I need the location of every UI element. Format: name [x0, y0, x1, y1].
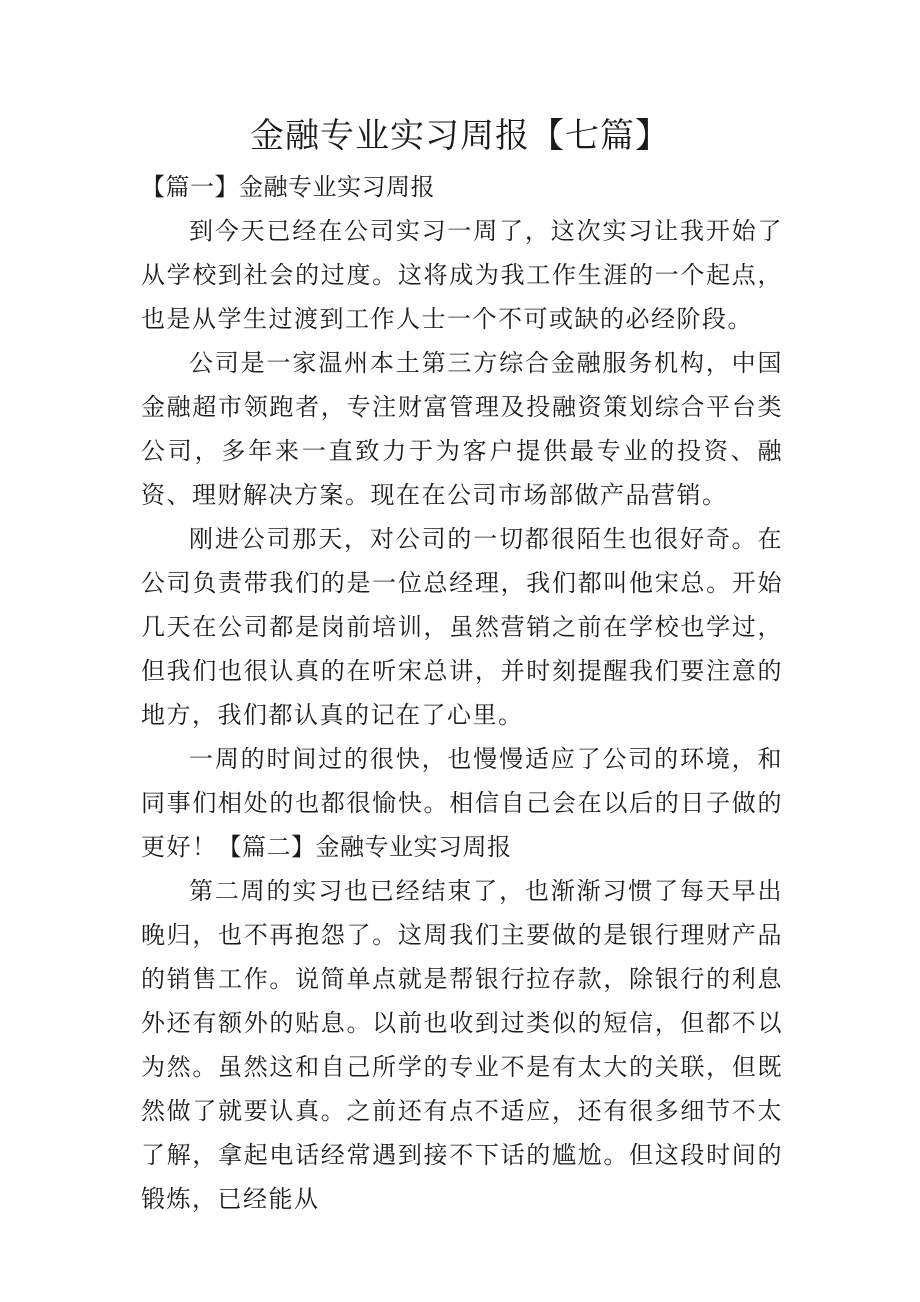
- paragraph: 第二周的实习也已经结束了，也渐渐习惯了每天早出晚归，也不再抱怨了。这周我们主要做的是银行理财产品的销售工作。说简单点就是帮银行拉存款，除银行的利息外还有额外的贴息。以前也收到过类似的短信，但都不以为然。虽然这和自己所学的专业不是有太大的关联，但既然做了就要认真。之前还有点不适应，还有很多细节不太了解，拿起电话经常遇到接不下话的尴尬。但这段时间的锻炼，已经能从: [141, 877, 783, 1213]
- paragraph: 到今天已经在公司实习一周了，这次实习让我开始了从学校到社会的过度。这将成为我工作生涯的一个起点，也是从学生过渡到工作人士一个不可或缺的必经阶段。: [141, 217, 783, 333]
- paragraph: 刚进公司那天，对公司的一切都很陌生也很好奇。在公司负责带我们的是一位总经理，我们都叫他宋总。开始几天在公司都是岗前培训，虽然营销之前在学校也学过，但我们也很认真的在听宋总讲，并时刻提醒我们要注意的地方，我们都认真的记在了心里。: [141, 525, 783, 729]
- section-heading: 【篇一】金融专业实习周报: [141, 173, 435, 201]
- document-title: 金融专业实习周报【七篇】: [250, 116, 670, 156]
- section-heading: 【篇二】金融专业实习周报: [217, 833, 512, 861]
- paragraph-with-inline-heading: [141, 737, 783, 869]
- paragraph: 公司是一家温州本土第三方综合金融服务机构，中国金融超市领跑者，专注财富管理及投融资策划综合平台类公司，多年来一直致力于为客户提供最专业的投资、融资、理财解决方案。现在在公司市场部做产品营销。: [141, 349, 783, 509]
- paragraph-text: 一周的时间过的很快，也慢慢适应了公司的环境，和同事们相处的也都很愉快。相信自己会在以后的日子做的更好！: [141, 745, 783, 861]
- document-body: [141, 165, 783, 1221]
